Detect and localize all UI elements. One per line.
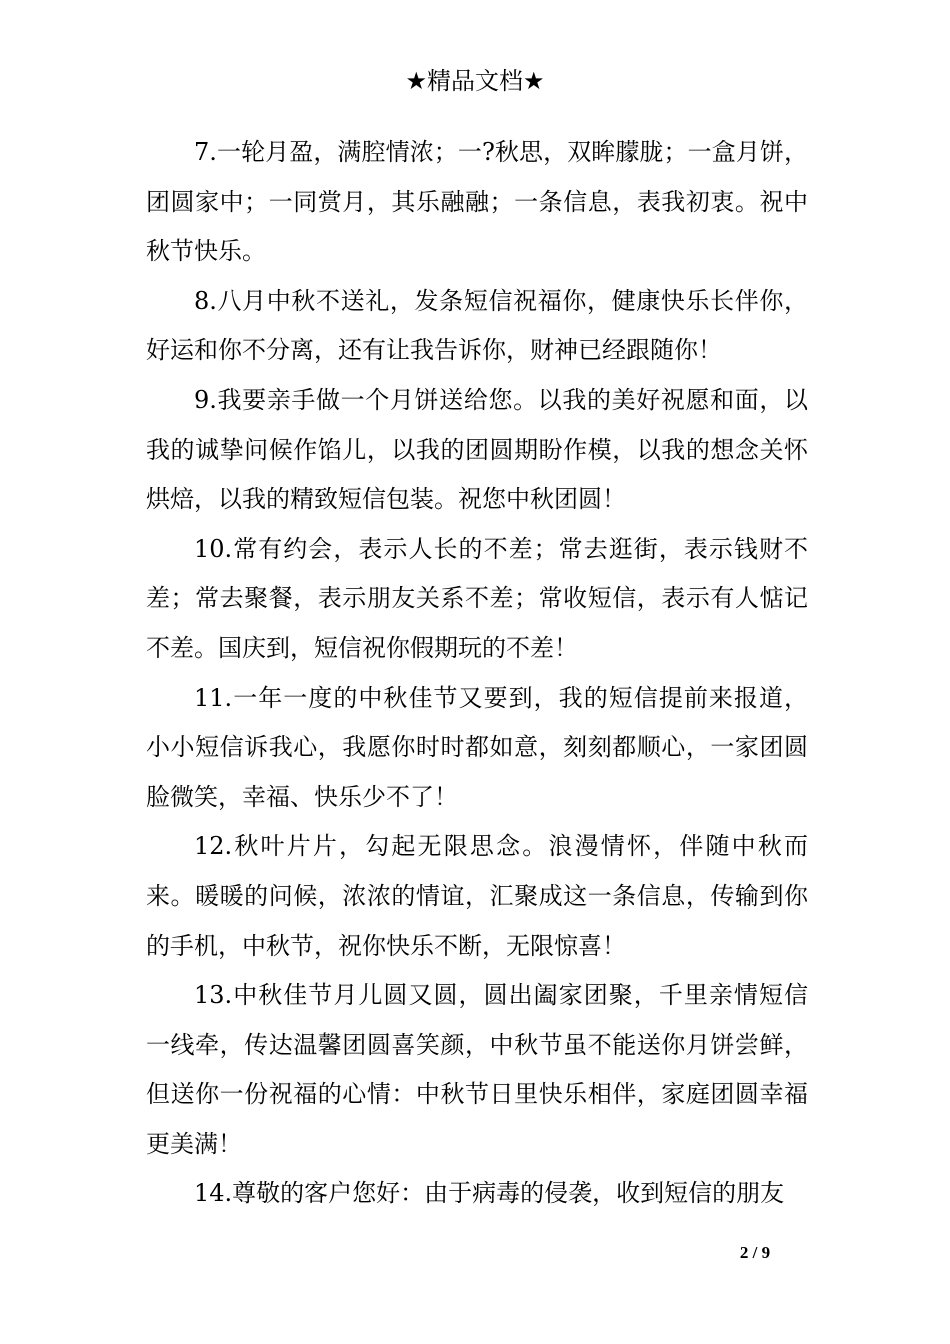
page-number: 2 / 9: [739, 1243, 771, 1262]
paragraph: 13.中秋佳节月儿圆又圆，圆出阖家团聚，千里亲情短信一线牵，传达温馨团圆喜笑颜，中秋节虽不能送你月饼尝鲜，但送你一份祝福的心情：中秋节日里快乐相伴，家庭团圆幸福更美满！: [146, 981, 808, 1158]
document-body: [146, 128, 808, 1219]
paragraph: 8.八月中秋不送礼，发条短信祝福你，健康快乐长伴你，好运和你不分离，还有让我告诉你，财神已经跟随你！: [146, 286, 808, 365]
paragraph: 12.秋叶片片，勾起无限思念。浪漫情怀，伴随中秋而来。暖暖的问候，浓浓的情谊，汇聚成这一条信息，传输到你的手机，中秋节，祝你快乐不断，无限惊喜！: [146, 832, 808, 960]
paragraph: 7.一轮月盈，满腔情浓；一?秋思，双眸朦胧；一盒月饼，团圆家中；一同赏月，其乐融融；一条信息，表我初衷。祝中秋节快乐。: [146, 138, 808, 266]
paragraph: 11.一年一度的中秋佳节又要到，我的短信提前来报道，小小短信诉我心，我愿你时时都如意，刻刻都顺心，一家团圆脸微笑，幸福、快乐少不了！: [146, 683, 808, 811]
page-header-title: ★精品文档★: [405, 67, 545, 95]
paragraph: 9.我要亲手做一个月饼送给您。以我的美好祝愿和面，以我的诚挚问候作馅儿，以我的团圆期盼作模，以我的想念关怀烘焙，以我的精致短信包装。祝您中秋团圆！: [146, 385, 808, 514]
paragraph: 14.尊敬的客户您好：由于病毒的侵袭，收到短信的朋友: [194, 1179, 785, 1208]
paragraph: 10.常有约会，表示人长的不差；常去逛街，表示钱财不差；常去聚餐，表示朋友关系不差；常收短信，表示有人惦记不差。国庆到，短信祝你假期玩的不差！: [146, 534, 808, 662]
